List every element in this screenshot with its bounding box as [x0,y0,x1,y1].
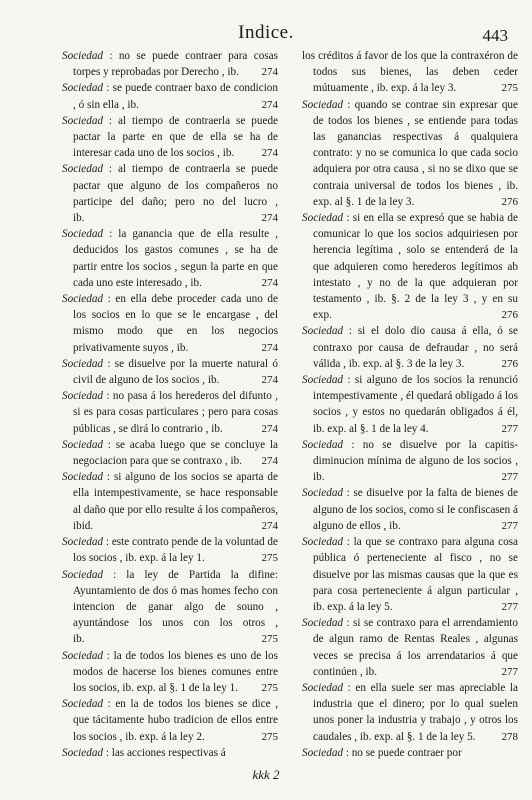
entry-page-ref: 277 [501,600,518,613]
entry-page-ref: 275 [261,633,278,646]
entry-text: Sociedad : este contrato pende de la voluntad de los socios , ib. exp. á la ley 1. [62,536,278,565]
index-entry [302,372,518,437]
entry-page-ref: 274 [261,519,278,532]
entry-page-ref: 277 [501,471,518,484]
entry-text: Sociedad : si en ella se expresó que se habia de comunicar lo que los socios adquiriesen por herencia legítima , solo se entenderá de la que adquieren como herederos legítimos ab intestato , y no de la que adquieran por testamento , ib. §. 2 de la ley 3 , y en su exp. [302,212,518,322]
entry-page-ref: 274 [261,455,278,468]
index-entry [62,80,278,112]
entry-page-ref: 277 [501,519,518,532]
entry-page-ref: 275 [261,552,278,565]
index-entry [62,226,278,291]
signature-mark: kkk 2 [252,767,280,782]
entry-text: Sociedad : la ley de Partida la difine: Ayuntamiento de dos ó mas homes fecho con intencion de ganar algo de souno , ayuntándose los unos con los otros , ib. [62,568,278,646]
entry-text: Sociedad : no pasa á los herederos del difunto , si es para cosas particulares ; pero para cosas públicas , se dirá lo contrario , ib. [62,390,278,435]
entry-text: Sociedad : no se puede contraer por [302,746,462,759]
entry-text: Sociedad : no se disuelve por la capitis-diminucion mínima de alguno de los socios , ib. [302,438,518,484]
entry-text: Sociedad : en ella suele ser mas apreciable la industria que el dinero; por lo qual suelen unos poner la industria y trabajo , y otros los caudales , ib. exp. al §. 1 de la ley 5. [302,681,518,743]
index-entry [62,291,278,356]
entry-page-ref: 275 [501,82,518,95]
entry-page-ref: 274 [261,276,278,289]
index-entry [302,485,518,534]
entry-text: Sociedad : las acciones respectivas á [62,746,226,759]
index-entry [302,210,518,323]
index-entry [62,745,278,761]
entry-text: Sociedad : en la de todos los bienes se dice , que tácitamente hubo tradicion de ellos entre los socios , ib. exp. á la ley 2. [62,698,278,743]
index-entry [302,745,518,761]
entry-text: Sociedad : al tiempo de contraerla se puede pactar la parte en que de ella se ha de interesar cada uno de los socios , ib. [62,114,278,160]
index-entry [302,48,518,97]
entry-text: Sociedad : la que se contraxo para alguna cosa pública ó perteneciente al fisco , no se disuelve por las mismas causas que la que es para cosa perteneciente á algun particular , ib. exp. á la ley 5. [302,536,518,613]
entry-text: Sociedad : al tiempo de contraerla se puede pactar que alguno de los compañeros no participe del daño; pero no del lucro , ib. [62,163,278,225]
page-number: 443 [482,26,508,45]
index-entry [302,323,518,372]
index-entry [62,696,278,745]
entry-page-ref: 276 [501,195,518,208]
entry-page-ref: 274 [261,341,278,354]
index-entry [302,97,518,210]
index-entry [62,356,278,388]
index-entry [62,437,278,469]
index-entry [62,48,278,80]
entry-text: Sociedad : la de todos los bienes es uno de los modos de hacerse los bienes comunes entre los socios, ib. exp. al §. 1 de la ley 1. [62,649,278,694]
entry-page-ref: 277 [501,665,518,678]
entry-text: Sociedad : se disuelve por la falta de bienes de alguno de los socios, como si le confiscasen á alguno de ellos , ib. [302,487,518,532]
entry-text: Sociedad : si alguno de los socios se aparta de ella intempestivamente, se hace responsable al daño que por ello resulte á los compañeros, ibid. [62,471,278,532]
entry-page-ref: 274 [261,422,278,435]
entry-page-ref: 274 [261,98,278,111]
running-title: Indice. [238,22,294,43]
entry-text: Sociedad : si se contraxo para el arrendamiento de algun ramo de Rentas Reales , algunas veces se precisa á los arrendatarios á que continúen , ib. [302,617,518,678]
index-entry [62,567,278,648]
entry-page-ref: 276 [501,309,518,322]
right-column [302,48,518,761]
entry-page-ref: 277 [501,422,518,435]
entry-page-ref: 278 [501,730,518,743]
entry-text: Sociedad : no se puede contraer para cosas torpes y reprobadas por Derecho , ib. [62,50,278,79]
index-entry [302,615,518,680]
entry-text: Sociedad : en ella debe proceder cada uno de los socios en lo que se le encargase , del mismo modo que en los negocios privativamente suyos , ib. [62,293,278,354]
entry-page-ref: 275 [261,730,278,743]
entry-text: Sociedad : si alguno de los socios la renunció intempestivamente , él quedará obligado á los socios , y estos no quedarán obligados á él, ib. exp. al §. 1 de la ley 4. [302,374,518,435]
index-entry [302,437,518,486]
entry-page-ref: 274 [261,147,278,160]
index-entry [62,388,278,437]
entry-text: Sociedad : si el dolo dio causa á ella, ó se contraxo por causa de defraudar , no será válida , ib. exp. al §. 3 de la ley 3. [302,325,518,370]
index-entry [302,534,518,615]
entry-text: Sociedad : se acaba luego que se concluye la negociacion para que se contraxo , ib. [62,438,278,468]
entry-text: Sociedad : la ganancia que de ella resulte , deducidos los gastos comunes , se ha de partir entre los socios , segun la parte en que cada uno este interesado , ib. [62,228,278,289]
entry-page-ref: 274 [261,66,278,79]
index-entry [62,534,278,566]
entry-page-ref: 274 [261,374,278,387]
entry-text: Sociedad : quando se contrae sin expresar que de todos los bienes , se entiende para todas las ganancias respectivas á qualquiera contrato: y no se comunica lo que cada socio adquiera por otra causa , si no se dixo que se contraia universal de todos los bienes , ib. exp. al §. 1 de la ley 3. [302,98,518,208]
index-entry [302,680,518,745]
entry-text: los créditos á favor de los que la contraxéron de todos sus bienes, las deben ceder mútuamente , ib. exp. á la ley 3. [302,50,518,95]
entry-page-ref: 276 [501,357,518,370]
entry-page-ref: 275 [261,681,278,694]
index-entry [62,113,278,162]
entry-text: Sociedad : se puede contraer baxo de condicion , ó sin ella , ib. [62,82,278,111]
entry-text: Sociedad : se disuelve por la muerte natural ó civil de alguno de los socios , ib. [62,357,278,387]
index-entry [62,648,278,697]
left-column [62,48,278,761]
entry-page-ref: 274 [261,212,278,225]
index-entry [62,161,278,226]
index-entry [62,469,278,534]
